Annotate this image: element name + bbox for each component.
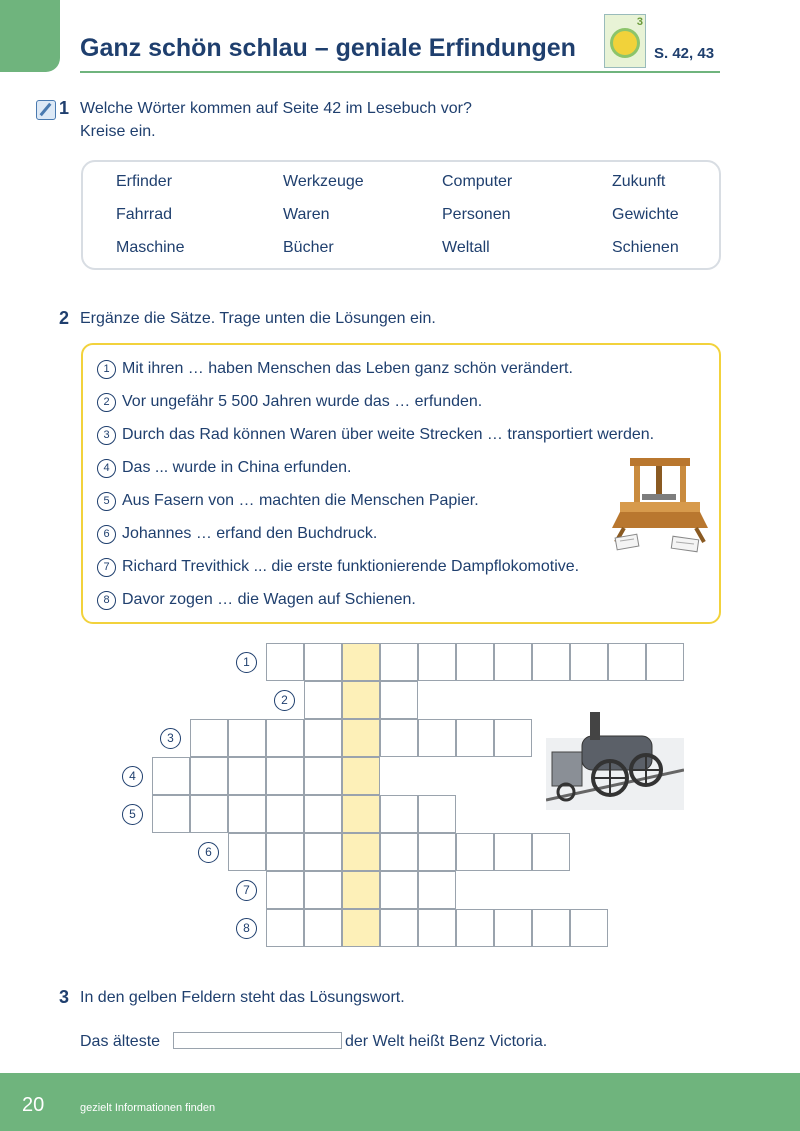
crossword-cell[interactable] bbox=[228, 795, 266, 833]
crossword-cell[interactable] bbox=[304, 681, 342, 719]
sentence-7 bbox=[97, 558, 579, 577]
book-cover-thumbnail bbox=[604, 14, 646, 68]
sentence-number: 8 bbox=[97, 591, 116, 610]
crossword-cell[interactable] bbox=[380, 909, 418, 947]
crossword-cell[interactable] bbox=[380, 795, 418, 833]
crossword-solution-cell[interactable] bbox=[342, 719, 380, 757]
crossword-solution-cell[interactable] bbox=[342, 871, 380, 909]
sentence-text: Aus Fasern von … machten die Menschen Papier. bbox=[122, 492, 479, 509]
sentence-number: 3 bbox=[97, 426, 116, 445]
answer-sentence-end: der Welt heißt Benz Victoria. bbox=[345, 1033, 548, 1050]
crossword-cell[interactable] bbox=[380, 719, 418, 757]
task-number-1: 1 bbox=[59, 98, 70, 118]
crossword-cell[interactable] bbox=[266, 795, 304, 833]
sentence-number: 5 bbox=[97, 492, 116, 511]
crossword-cell[interactable] bbox=[608, 643, 646, 681]
crossword-solution-cell[interactable] bbox=[342, 757, 380, 795]
crossword-cell[interactable] bbox=[380, 871, 418, 909]
sentence-4 bbox=[97, 459, 351, 478]
crossword-cell[interactable] bbox=[570, 643, 608, 681]
crossword-row-label: 1 bbox=[236, 652, 257, 673]
task1-instruction-line2: Kreise ein. bbox=[80, 123, 156, 140]
crossword-cell[interactable] bbox=[646, 643, 684, 681]
crossword-cell[interactable] bbox=[418, 643, 456, 681]
task-number-2: 2 bbox=[59, 308, 70, 328]
crossword-cell[interactable] bbox=[456, 719, 494, 757]
crossword-row-label: 4 bbox=[122, 766, 143, 787]
sentence-number: 1 bbox=[97, 360, 116, 379]
task2-instruction: Ergänze die Sätze. Trage unten die Lösungen ein. bbox=[80, 310, 436, 327]
crossword-cell[interactable] bbox=[266, 643, 304, 681]
crossword-cell[interactable] bbox=[418, 719, 456, 757]
task1-instruction-line1: Welche Wörter kommen auf Seite 42 im Lesebuch vor? bbox=[80, 100, 472, 117]
crossword-cell[interactable] bbox=[380, 833, 418, 871]
sentence-1 bbox=[97, 360, 573, 379]
crossword-cell[interactable] bbox=[266, 833, 304, 871]
crossword-cell[interactable] bbox=[304, 833, 342, 871]
crossword-cell[interactable] bbox=[380, 643, 418, 681]
word-item[interactable]: Fahrrad bbox=[116, 206, 173, 223]
sentence-text: Durch das Rad können Waren über weite Strecken … transportiert werden. bbox=[122, 426, 655, 443]
crossword-cell[interactable] bbox=[304, 795, 342, 833]
crossword-cell[interactable] bbox=[304, 757, 342, 795]
crossword-row-label: 3 bbox=[160, 728, 181, 749]
word-item[interactable]: Computer bbox=[442, 173, 513, 190]
sentence-number: 6 bbox=[97, 525, 116, 544]
steam-locomotive-illustration bbox=[546, 708, 684, 812]
crossword-solution-cell[interactable] bbox=[342, 833, 380, 871]
word-item[interactable]: Maschine bbox=[116, 239, 185, 256]
crossword-row-label: 8 bbox=[236, 918, 257, 939]
crossword-cell[interactable] bbox=[456, 833, 494, 871]
crossword-cell[interactable] bbox=[532, 643, 570, 681]
sentence-3 bbox=[97, 426, 654, 445]
crossword-cell[interactable] bbox=[228, 833, 266, 871]
crossword-cell[interactable] bbox=[456, 909, 494, 947]
sentence-text: Das ... wurde in China erfunden. bbox=[122, 459, 352, 476]
sentence-number: 4 bbox=[97, 459, 116, 478]
crossword-solution-cell[interactable] bbox=[342, 795, 380, 833]
crossword-cell[interactable] bbox=[190, 719, 228, 757]
crossword-cell[interactable] bbox=[418, 833, 456, 871]
sentence-8 bbox=[97, 591, 416, 610]
crossword-cell[interactable] bbox=[190, 757, 228, 795]
crossword-cell[interactable] bbox=[266, 909, 304, 947]
crossword-solution-cell[interactable] bbox=[342, 643, 380, 681]
word-box bbox=[81, 160, 721, 270]
crossword-row-label: 5 bbox=[122, 804, 143, 825]
sentence-box bbox=[81, 343, 721, 624]
crossword-cell[interactable] bbox=[304, 871, 342, 909]
book-number: 3 bbox=[636, 16, 643, 28]
crossword-cell[interactable] bbox=[304, 719, 342, 757]
sentence-text: Richard Trevithick ... die erste funktionierende Dampflokomotive. bbox=[122, 558, 580, 575]
answer-input[interactable] bbox=[173, 1032, 342, 1049]
crossword-cell[interactable] bbox=[418, 909, 456, 947]
crossword-solution-cell[interactable] bbox=[342, 681, 380, 719]
sentence-text: Vor ungefähr 5 500 Jahren wurde das … erfunden. bbox=[122, 393, 483, 410]
crossword-cell[interactable] bbox=[228, 757, 266, 795]
sentence-number: 2 bbox=[97, 393, 116, 412]
word-item[interactable]: Schienen bbox=[612, 239, 679, 256]
crossword-cell[interactable] bbox=[494, 909, 532, 947]
word-item[interactable]: Werkzeuge bbox=[283, 173, 364, 190]
crossword-cell[interactable] bbox=[304, 909, 342, 947]
crossword-cell[interactable] bbox=[266, 757, 304, 795]
crossword-row-label: 6 bbox=[198, 842, 219, 863]
sentence-6 bbox=[97, 525, 377, 544]
crossword-cell[interactable] bbox=[532, 909, 570, 947]
page-number: 20 bbox=[22, 1094, 45, 1116]
sentence-5 bbox=[97, 492, 479, 511]
crossword-cell[interactable] bbox=[494, 719, 532, 757]
crossword-cell[interactable] bbox=[456, 643, 494, 681]
sentence-text: Johannes … erfand den Buchdruck. bbox=[122, 525, 378, 542]
sentence-text: Mit ihren … haben Menschen das Leben ganz schön verändert. bbox=[122, 360, 573, 377]
crossword-cell[interactable] bbox=[190, 795, 228, 833]
crossword-solution-cell[interactable] bbox=[342, 909, 380, 947]
sentence-2 bbox=[97, 393, 482, 412]
crossword-cell[interactable] bbox=[266, 871, 304, 909]
task-number-3: 3 bbox=[59, 987, 70, 1007]
crossword-cell[interactable] bbox=[152, 757, 190, 795]
corner-tab bbox=[0, 0, 60, 72]
crossword-row-label: 2 bbox=[274, 690, 295, 711]
crossword-cell[interactable] bbox=[494, 833, 532, 871]
crossword-cell[interactable] bbox=[380, 681, 418, 719]
pencil-icon bbox=[36, 100, 56, 120]
crossword-cell[interactable] bbox=[570, 909, 608, 947]
crossword-cell[interactable] bbox=[228, 719, 266, 757]
crossword-cell[interactable] bbox=[152, 795, 190, 833]
page-reference: S. 42, 43 bbox=[654, 45, 715, 62]
crossword-cell[interactable] bbox=[418, 795, 456, 833]
word-item[interactable]: Erfinder bbox=[116, 173, 173, 190]
word-item[interactable]: Gewichte bbox=[612, 206, 679, 223]
word-item[interactable]: Weltall bbox=[442, 239, 490, 256]
footer-text: gezielt Informationen finden bbox=[80, 1102, 216, 1114]
answer-sentence-start: Das älteste bbox=[80, 1033, 161, 1050]
task3-instruction: In den gelben Feldern steht das Lösungswort. bbox=[80, 989, 405, 1006]
title-underline bbox=[80, 71, 720, 73]
page-title: Ganz schön schlau – geniale Erfindungen bbox=[80, 34, 576, 62]
sentence-number: 7 bbox=[97, 558, 116, 577]
crossword-cell[interactable] bbox=[418, 871, 456, 909]
crossword-cell[interactable] bbox=[304, 643, 342, 681]
word-item[interactable]: Personen bbox=[442, 206, 511, 223]
sun-icon bbox=[613, 31, 637, 55]
sentence-text: Davor zogen … die Wagen auf Schienen. bbox=[122, 591, 416, 608]
crossword-cell[interactable] bbox=[494, 643, 532, 681]
word-item[interactable]: Bücher bbox=[283, 239, 334, 256]
printing-press-illustration bbox=[610, 450, 710, 555]
crossword-cell[interactable] bbox=[532, 833, 570, 871]
word-item[interactable]: Zukunft bbox=[612, 173, 666, 190]
word-item[interactable]: Waren bbox=[283, 206, 330, 223]
crossword-row-label: 7 bbox=[236, 880, 257, 901]
crossword-cell[interactable] bbox=[266, 719, 304, 757]
